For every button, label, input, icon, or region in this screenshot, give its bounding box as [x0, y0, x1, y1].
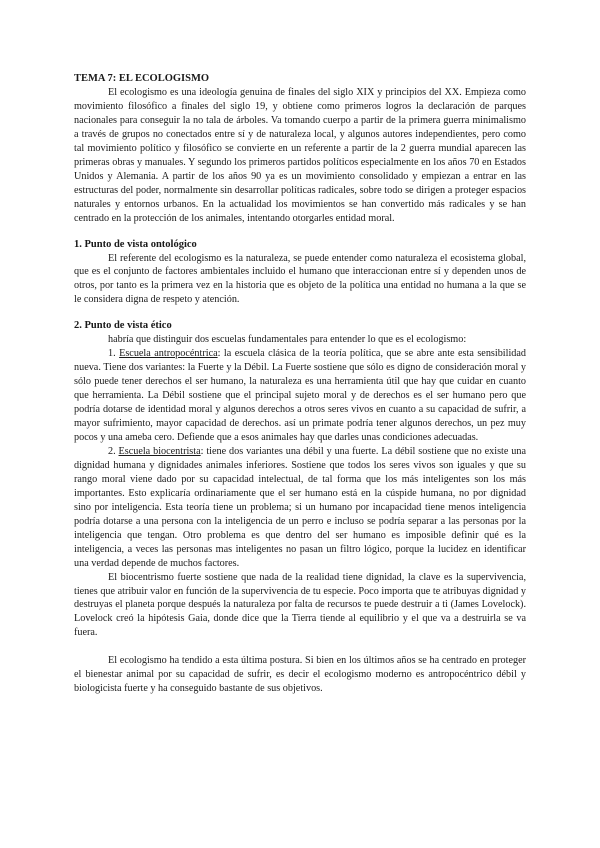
section-2-lead: habría que distinguir dos escuelas fundamentales para entender lo que es el ecologismo: — [108, 334, 467, 346]
school-2-text: : tiene dos variantes una débil y una fuerte. La débil sostiene que no existe una dignidad humana y dignidades animales inferiores. Sostiene que todos los seres vivos son iguales y que su rango moral viene dado por su capacidad intelectual, de tal forma que los más inteligentes son los más importantes. Esto explicaría ordinariamente que el ser humano está en la cúspide humana, no por dignidad sino por inteligencia. Esta teoría tiene un problema; si un humano por incapacidad tiene menos inteligencia podría dotarse a una persona con la inteligencia de un perro e incluso se podría separar a las personas por la inteligencia que tengan. Otro problema es que dentro del ser humano es imposible definir qué es la inteligencia, a veces las personas mas inteligentes no pasan un filtro lógico, porque la lucidez en identificar una verdad depende de muchos factores. — [74, 445, 526, 569]
section-2-heading: 2. Punto de vista ético — [74, 320, 172, 332]
school-1-text: : la escuela clásica de la teoría política, que se abre ante esta sensibilidad nueva. Tiene dos variantes: la Fuerte y la Débil. La Fuerte sostiene que sólo es digno de consideración moral y sólo puede tener derechos el ser humano, la naturaleza es una herramienta útil que hay que cuidar en cuanto que herramienta. La Débil sostiene que el principal sujeto moral y de derechos es el ser humano pero que podría dotarse de identidad moral y algunos derechos a otros seres vivos en cuanto a su capacidad de sufrir, a mayor sufrimiento, mayor capacidad de derechos. así un primate podría tener algunos derechos, un pez muy pocos y una ameba cero. Defiende que a esos animales hay que darles unas condiciones adecuadas. — [74, 348, 527, 444]
section-1-heading: 1. Punto de vista ontológico — [74, 238, 197, 250]
conclusion-paragraph: El ecologismo ha tendido a esta última postura. Si bien en los últimos años se ha centrado en proteger el bienestar animal por su capacidad de sufrir, es decir el ecologismo moderno es antropocéntrico débil y biologicista fuerte y ha conseguido bastante de sus objetivos. — [74, 655, 526, 695]
school-1-name: Escuela antropocéntrica — [119, 348, 218, 360]
document-title: TEMA 7: EL ECOLOGISMO — [74, 73, 210, 84]
school-1-number: 1. — [108, 348, 116, 360]
section-1-paragraph: El referente del ecologismo es la naturaleza, se puede entender como naturaleza el ecosistema global, que es el conjunto de factores ambientales incluido el humano que interaccionan entre sí y dependen unos de otros, por tanto es la primera vez en la historia que es objeto de la política una entidad no humana a la que se le considera digna de respeto y atención. — [74, 252, 526, 306]
intro-paragraph: El ecologismo es una ideología genuina de finales del siglo XIX y principios del XX. Empieza como movimiento filosófico a finales del siglo 19, y obtiene como primeros logros la declaración de parques nacionales para conseguir la no tala de árboles. Va tomando cuerpo a partir de la primera guerra minimalismo a través de grupos no conectados entre sí y de naturaleza local, y algunos autores independientes, pero como tal movimiento político y filosófico se convierte en un referente a partir de la 2 guerra mundial aparecen las primeras obras y manuales. Y segundo los primeros partidos políticos especialmente en los años 70 en Estados Unidos y Alemania. A partir de los años 90 ya es un movimiento consolidado y empiezan a entrar en las estructuras del poder, normalmente sin desarrollar políticas radicales, sobre todo se dirigen a proteger espacios naturales y entornos urbanos. En la actualidad los movimientos se han convertido más radicales y se han centrado en la protección de los animales, intentando otorgarles entidad moral. — [74, 87, 526, 224]
school-2-paragraph — [74, 445, 526, 571]
school-2-name: Escuela biocentrista — [118, 445, 201, 457]
school-2-number: 2. — [108, 445, 116, 457]
document-page — [74, 72, 526, 696]
strong-biocentrism-paragraph: El biocentrismo fuerte sostiene que nada de la realidad tiene dignidad, la clave es la supervivencia, tienes que atribuir valor en función de la supervivencia de tu especie. Poco importa que te atribuyas dignidad y destruyas el planeta porque después la naturaleza por falta de recursos te puede destruir a ti (James Lovelock). Lovelock creó la hipótesis Gaia, donde dice que la Tierra tiende al equilibrio y el que va a destruirla se va fuera. — [74, 571, 526, 639]
school-1-paragraph — [74, 347, 526, 445]
